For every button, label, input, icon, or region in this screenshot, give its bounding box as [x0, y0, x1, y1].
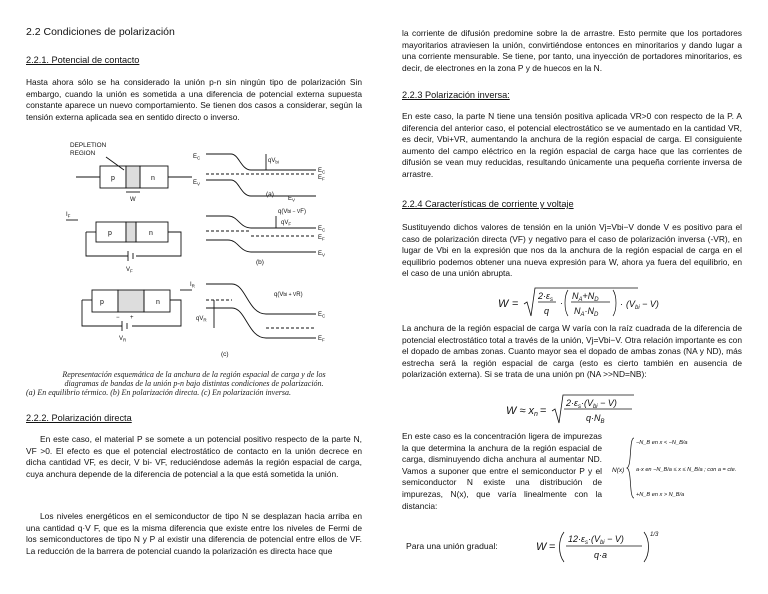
svg-text:q(Vbi + VR): q(Vbi + VR): [274, 292, 303, 298]
ir-label: I: [190, 282, 192, 288]
ev-a: E: [193, 180, 198, 186]
svg-text:IR: $I_R$: [190, 282, 195, 289]
qvbi-vr: q(V: [274, 292, 284, 298]
ef-b: E: [318, 235, 323, 241]
qvbi-a: qV: [268, 158, 276, 164]
gradual-junction-label: Para una unión gradual:: [406, 541, 498, 551]
eq1-na2: N: [574, 306, 581, 316]
ec-a: E: [193, 154, 198, 160]
svg-text:VR: $V_R$: [119, 336, 127, 343]
label-c: (c): [221, 351, 229, 358]
eq3-den: q·a: [594, 550, 608, 560]
eq3-exponent: 1/3: [650, 532, 659, 538]
subsection-title-corriente-voltaje: 2.2.4 Características de corriente y voltaje: [402, 199, 574, 209]
svg-text:W ≈ xn: W ≈ xn: [506, 405, 538, 418]
svg-text:·: ·: [620, 299, 623, 309]
eq3-num: 12·ε: [568, 534, 585, 544]
eq1-q: q: [544, 306, 550, 316]
p-label-b: p: [108, 230, 112, 237]
svg-text:NA+ND: $N_A+N_D$: [572, 291, 599, 303]
svg-text:qVbi: $qV_{bi}$: [268, 158, 279, 165]
qvf-b: qV: [281, 220, 289, 226]
minus-c: −: [116, 315, 120, 321]
svg-text:NA·ND: $N_A\cdot N_D$: [574, 306, 599, 318]
n-label-a: n: [151, 175, 155, 182]
paragraph-corriente-1: Sustituyendo dichos valores de tensión en la unión Vj=Vbi−V donde V es positivo para el caso de polarización directa (VF) y negativo para el caso de polarización inversa (-VR), en lugar de Vbi en la expresión que nos da la anchura de la región espacial de carga en el equilibrio podemos obtener una nueva expresión para W, ahora ya fuera del equilibrio, en el caso de una unión abrupta.: [402, 222, 742, 279]
eq2-num: 2·ε: [566, 398, 578, 408]
eq1-na: N: [572, 291, 579, 301]
piecewise-row-1: −N_B en x < −N_B/a: [636, 440, 688, 446]
svg-text:q·NB: $q\cdot N_B$: [586, 413, 605, 425]
equation-impurity-distribution: [612, 432, 752, 504]
n-label-c: n: [156, 299, 160, 306]
figure-caption-line-3: (a) En equilibrio térmico. (b) En polarización directa. (c) En polarización inversa.: [26, 388, 291, 397]
paragraph-inversa: En este caso, la parte N tiene una tensión positiva aplicada VR>0 con respecto de la P. A diferencia del anterior caso, el potencial electrostático se ve aumentado en la cantidad VR, es decir, Vbi+VR, aumentando la anchura de la región espacial de carga. El consiguiente aumento del campo eléctrico en la región espacial de carga hace que las corrientes de difusión se vean muy reducidas, resultando únicamente una pequeña corriente inversa de arrastre.: [402, 111, 742, 179]
ec-c: E: [318, 312, 323, 318]
subsection-title-polarizacion-directa: 2.2.2. Polarización directa: [26, 413, 132, 423]
qvbi-vf: q(V: [278, 209, 288, 215]
region-label: REGION: [70, 150, 96, 157]
subsection-title-polarizacion-inversa: 2.2.3 Polarización inversa:: [402, 90, 510, 100]
piecewise-row-3: +N_B en x > N_B/a: [636, 492, 685, 498]
n-label-b: n: [149, 230, 153, 237]
eq2-den: q·N: [586, 413, 601, 423]
p-label-c: p: [100, 299, 104, 306]
svg-text:(Vbi − V): $(V_{bi} - V)$: [626, 299, 659, 311]
svg-text:EF: $E_F$: [318, 235, 325, 242]
svg-text:2·εs: $2\cdot\varepsilon_s$: [538, 291, 553, 303]
eq1-vbi: (V: [626, 299, 635, 309]
equation-width-one-sided: [506, 393, 656, 427]
svg-text:VF: $V_F$: [126, 267, 133, 274]
band-diagram-figure: [56, 138, 352, 364]
qvr-c: qV: [196, 316, 204, 322]
figure-caption-line-2: diagramas de bandas de la unión p-n bajo distintas condiciones de polarización.: [64, 379, 324, 388]
w-label: W: [130, 197, 136, 203]
paragraph-directa-2: Los niveles energéticos en el semiconductor de tipo N se desplazan hacia arriba en una cantidad q·V F, que es la misma diferencia que existe entre los niveles de Fermi de los semiconductores de tipo N y P al existir una diferencia de potencial entre ellos de VF. La reducción de la barrera de potencial cuando la polarización es directa hace que: [26, 511, 362, 556]
svg-text:EV: $E_V$: [288, 196, 296, 203]
svg-text:EC: $E_C$: [318, 226, 326, 233]
svg-text:qVR: $qV_R$: [196, 316, 207, 323]
ef-a: E: [318, 175, 323, 181]
paragraph-corriente-3: En este caso es la concentración ligera de impurezas la que determina la anchura de la región espacial de carga, disminuyendo dicha anchura al aumentar ND. Vamos a suponer que entre el semiconductor P y el semiconductor N existe una distribución de impurezas, N(x), que varía linealmente con la distancia:: [402, 431, 602, 511]
equation-width-abrupt: [498, 286, 688, 320]
svg-text:EV: $E_V$: [193, 180, 201, 187]
svg-text:IF: $I_F$: [66, 212, 71, 219]
equation-width-gradual: [536, 528, 666, 566]
eq2-equals: =: [540, 405, 547, 417]
svg-text:EC: $E_C$: [318, 168, 326, 175]
svg-text:2·εs·(Vbi − V): $2\cdot\varepsilon_s\cdot(V_{bi} - V)$: [566, 398, 617, 410]
paragraph-corriente-2: La anchura de la región espacial de carga W varía con la raíz cuadrada de la diferencia de potencial electrostático total a través de la unión, Vj=Vbi−V. Otra relación importante es con el dopado de ambas zonas. Cuanto mayor sea el dopado de ambas zonas (NA y ND), más estrecha será la región espacial de carga (esto es cierto también en ausencia de polarización externa). Si se trata de una unión pn (NA >>ND=NB):: [402, 323, 742, 380]
label-a: (a): [266, 191, 274, 198]
svg-text:EC: $E_C$: [193, 154, 201, 161]
label-b: (b): [256, 259, 264, 266]
svg-text:EC: $E_C$: [318, 312, 326, 319]
vf-label: V: [126, 267, 131, 273]
paragraph-directa-1: En este caso, el material P se somete a un potencial positivo respecto de la parte N, VF >0. El efecto es que el potencial electrostático de contacto en la unión decrece en dicha cantidad VF, es decir, V bi- VF, reduciéndose además la región espacial de carga, cuya anchura depende de la diferencia de potencial a la que está sometida la unión.: [26, 434, 362, 479]
subsection-title-potencial-contacto: 2.2.1. Potencial de contacto: [26, 55, 140, 65]
paragraph-directa-continued: la corriente de difusión predomine sobre la de arrastre. Esto permite que los portadores mayoritarios atraviesen la unión, convirtiéndose entonces en minoritarios y dando lugar a una corriente mensurable. Se tiene, por tanto, una inyección de portadores minoritarios, es decir, de electrones en la zona P y de huecos en la N.: [402, 28, 742, 73]
svg-text:EF: $E_F$: [318, 175, 325, 182]
svg-text:qVF: $qV_F$: [281, 220, 292, 227]
section-title: 2.2 Condiciones de polarización: [26, 26, 175, 38]
ev-a2: E: [288, 196, 293, 202]
svg-text:·: ·: [560, 298, 563, 308]
eq2-lhs: W ≈ x: [506, 405, 535, 417]
if-label: I: [66, 212, 68, 218]
vr-label: V: [119, 336, 124, 342]
paragraph-potencial-contacto: Hasta ahora sólo se ha considerado la unión p-n sin ningún tipo de polarización Sin embargo, cuando la unión es sometida a una diferencia de potencial externa supuesta constante aparece un nuevo comportamiento. Se tienen dos casos a considerar, según la tensión externa aplicada sea en sentido directo o inverso.: [26, 77, 362, 122]
piecewise-row-2: a·x en −N_B/a ≤ x ≤ N_B/a ; con a = cte.: [636, 467, 737, 473]
ec-a2: E: [318, 168, 323, 174]
eq3-lhs: W: [536, 541, 547, 553]
eq3-equals: =: [549, 541, 556, 553]
piecewise-lhs: N(x): [612, 467, 625, 474]
ev-b: E: [318, 251, 323, 257]
eq1-lhs: W: [498, 298, 509, 310]
figure-caption-line-1: Representación esquemática de la anchura de la región espacial de carga y de los: [62, 370, 326, 379]
ef-c: E: [318, 336, 323, 342]
svg-text:EF: $E_F$: [318, 336, 325, 343]
svg-text:q(Vbi − VF): q(Vbi − VF): [278, 209, 306, 215]
depletion-label: DEPLETION: [70, 142, 107, 149]
plus-c: +: [130, 315, 134, 321]
svg-text:12·εs·(Vbi − V): $12\cdot\varepsilon_s\cdot(V_{bi} - V)$: [568, 534, 624, 546]
p-label-a: p: [111, 175, 115, 182]
eq1-2es: 2·ε: [538, 291, 550, 301]
ec-b: E: [318, 226, 323, 232]
eq1-equals: =: [512, 298, 519, 310]
svg-text:EV: $E_V$: [318, 251, 326, 258]
